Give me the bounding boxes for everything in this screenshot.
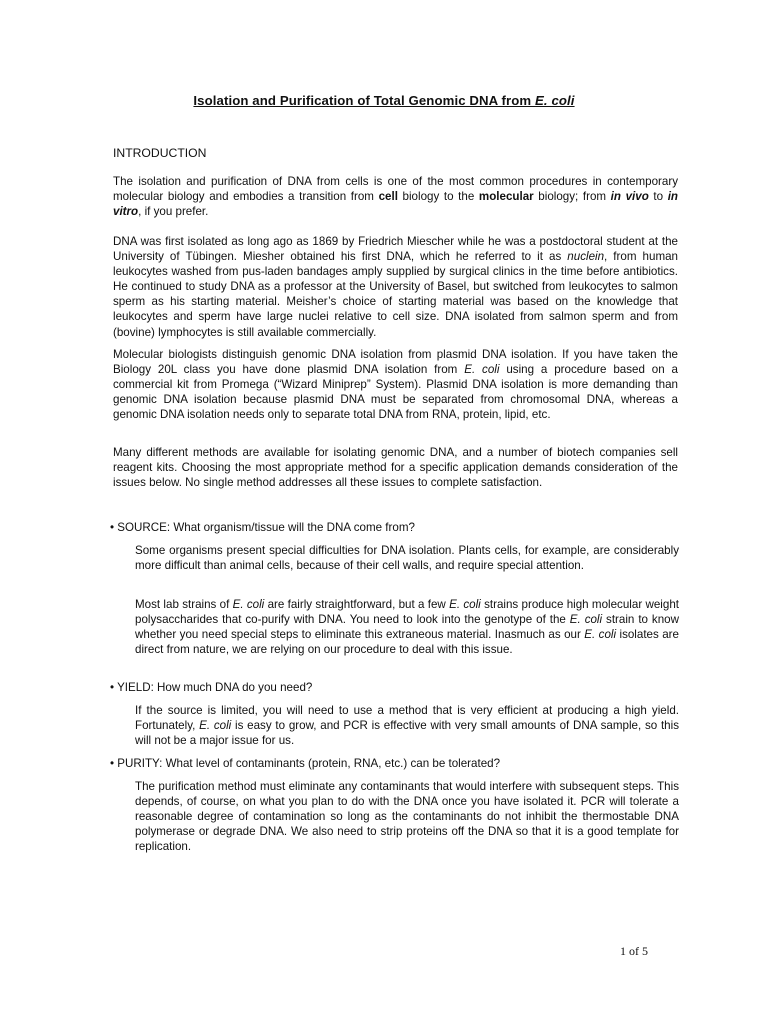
bullet-yield: • YIELD: How much DNA do you need? <box>110 681 313 694</box>
title-text: Isolation and Purification of Total Genomic DNA from <box>193 93 536 108</box>
intro-paragraph-3: Molecular biologists distinguish genomic DNA isolation from plasmid DNA isolation. If you have taken the Biology 20L class you have done plasmid DNA isolation from E. coli using a procedure based on a commercial kit from Promega (“Wizard Miniprep” System). Plasmid DNA isolation is more demanding than genomic DNA isolation because plasmid DNA must be separated from chromosomal DNA, whereas a genomic DNA isolation needs only to separate total DNA from RNA, protein, lipid, etc. <box>113 348 678 422</box>
source-paragraph-1: Some organisms present special difficulties for DNA isolation. Plants cells, for example, are considerably more difficult than animal cells, because of their cell walls, and require special attention. <box>135 544 679 573</box>
in-vivo-term: in vivo <box>610 190 649 204</box>
bullet-source: • SOURCE: What organism/tissue will the DNA come from? <box>110 521 415 534</box>
bold-molecular: molecular <box>478 190 534 204</box>
bold-cell: cell <box>378 190 398 204</box>
title-organism: E. coli <box>535 93 575 108</box>
intro-paragraph-2: DNA was first isolated as long ago as 1869 by Friedrich Miescher while he was a postdoctoral student at the University of Tübingen. Miesher obtained his first DNA, which he referred to it as nuclein, from human leukocytes washed from pus-laden bandages amply supplied by surgical clinics in the time before antibiotics. He continued to study DNA as a professor at the University of Basel, but switched from leukocytes to salmon sperm as his starting material. Meisher’s choice of starting material was based on the knowledge that leukocytes and sperm have large nuclei relative to cell size. DNA isolated from salmon sperm and from (bovine) lymphocytes is still available commercially. <box>113 235 678 339</box>
purity-paragraph: The purification method must eliminate any contaminants that would interfere with subsequent steps. This depends, of course, on what you plan to do with the DNA once you have isolated it. PCR will tolerate a reasonable degree of contamination so long as the contaminants do not inhibit the thermostable DNA polymerase or degrade DNA. We also need to strip proteins off the DNA so that it is a good template for replication. <box>135 780 679 854</box>
intro-paragraph-1: The isolation and purification of DNA from cells is one of the most common procedures in contemporary molecular biology and embodies a transition from cell biology to the molecular biology; from in vivo to in vitro, if you prefer. <box>113 175 679 219</box>
document-title <box>0 93 768 108</box>
intro-paragraph-4: Many different methods are available for isolating genomic DNA, and a number of biotech companies sell reagent kits. Choosing the most appropriate method for a specific application demands consideration of the issues below. No single method addresses all these issues to complete satisfaction. <box>113 446 678 490</box>
section-heading: INTRODUCTION <box>113 146 207 160</box>
bullet-purity: • PURITY: What level of contaminants (protein, RNA, etc.) can be tolerated? <box>110 757 501 770</box>
nuclein-term: nuclein <box>567 250 605 264</box>
in-vitro-term: in vitro <box>113 190 679 219</box>
source-paragraph-2: Most lab strains of E. coli are fairly straightforward, but a few E. coli strains produce high molecular weight polysaccharides that co-purify with DNA. You need to look into the genotype of the E. coli strain to know whether you need special steps to eliminate this extraneous material. Inasmuch as our E. coli isolates are direct from nature, we are relying on our procedure to deal with this issue. <box>135 598 679 657</box>
page-number: 1 of 5 <box>620 944 648 958</box>
yield-paragraph: If the source is limited, you will need to use a method that is very efficient at producing a high yield. Fortunately, E. coli is easy to grow, and PCR is effective with very small amounts of DNA sample, so this will not be a major issue for us. <box>135 704 679 748</box>
